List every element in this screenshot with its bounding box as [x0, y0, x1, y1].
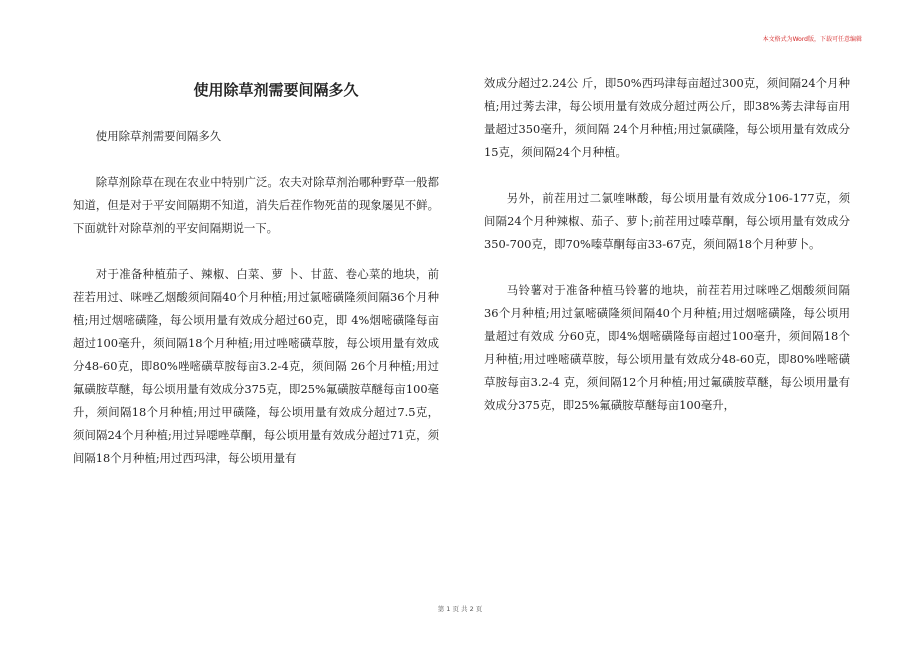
paragraph: 效成分超过2.24公 斤，即50%西玛津每亩超过300克，须间隔24个月种植;用过莠去津，每公顷用量有效成分超过两公斤，即38%莠去津每亩用量超过350毫升，须间隔 24个月种植;用过氯磺隆，每公顷用量有效成分15克，须间隔24个月种植。 — [484, 76, 850, 159]
page-number-footer: 第 1 页 共 2 页 — [437, 605, 483, 613]
paragraph: 除草剂除草在现在农业中特别广泛。农夫对除草剂治哪种野草一般都知道，但是对于平安间隔期不知道，消失后茬作物死苗的现象屡见不鲜。下面就针对除草剂的平安间隔期说一下。 — [73, 175, 439, 235]
page-title: 使用除草剂需要间隔多久 — [193, 81, 359, 99]
right-column — [484, 72, 850, 440]
download-watermark: 本文格式为Word版，下载可任意编辑 — [762, 36, 862, 43]
paragraph: 马铃薯对于准备种植马铃薯的地块，前茬若用过咪唑乙烟酸须间隔36个月种植;用过氯嘧磺隆须间隔40个月种植;用过烟嘧磺隆，每公顷用量超过有效成 分60克，即4%烟嘧磺隆每亩超过100毫升，须间隔18个月种植;用过唑嘧磺草胺，每公顷用量有效成分48-60克，即80%唑嘧磺草胺每亩3.2-4 克，须间隔12个月种植;用过氟磺胺草醚，每公顷用量有效成分375克，即25%氟磺胺草醚每亩100毫升， — [484, 283, 850, 412]
paragraph: 使用除草剂需要间隔多久 — [95, 129, 222, 143]
left-column — [73, 72, 439, 493]
paragraph: 对于准备种植茄子、辣椒、白菜、萝 卜、甘蓝、卷心菜的地块，前茬若用过、咪唑乙烟酸须间隔40个月种植;用过氯嘧磺隆须间隔36个月种植;用过烟嘧磺隆，每公顷用量有效成分超过60克，即 4%烟嘧磺隆每亩超过100毫升，须间隔18个月种植;用过唑嘧磺草胺，每公顷用量有效成分48-60克，即80%唑嘧磺草胺每亩3.2-4克，须间隔 26个月种植;用过氟磺胺草醚，每公顷用量有效成分375克，即25%氟磺胺草醚每亩100毫升，须间隔18个月种植;用过甲磺隆，每公顷用量有效成分超过7.5克，须间隔24个月种植;用过异噁唑草酮，每公顷用量有效成分超过71克，须间隔18个月种植;用过西玛津，每公顷用量有 — [73, 267, 439, 465]
paragraph: 另外，前茬用过二氯喹啉酸，每公顷用量有效成分106-177克，须间隔24个月种辣椒、茄子、萝卜;前茬用过嗪草酮，每公顷用量有效成分350-700克，即70%嗪草酮每亩33-67克，须间隔18个月种萝卜。 — [484, 191, 850, 251]
